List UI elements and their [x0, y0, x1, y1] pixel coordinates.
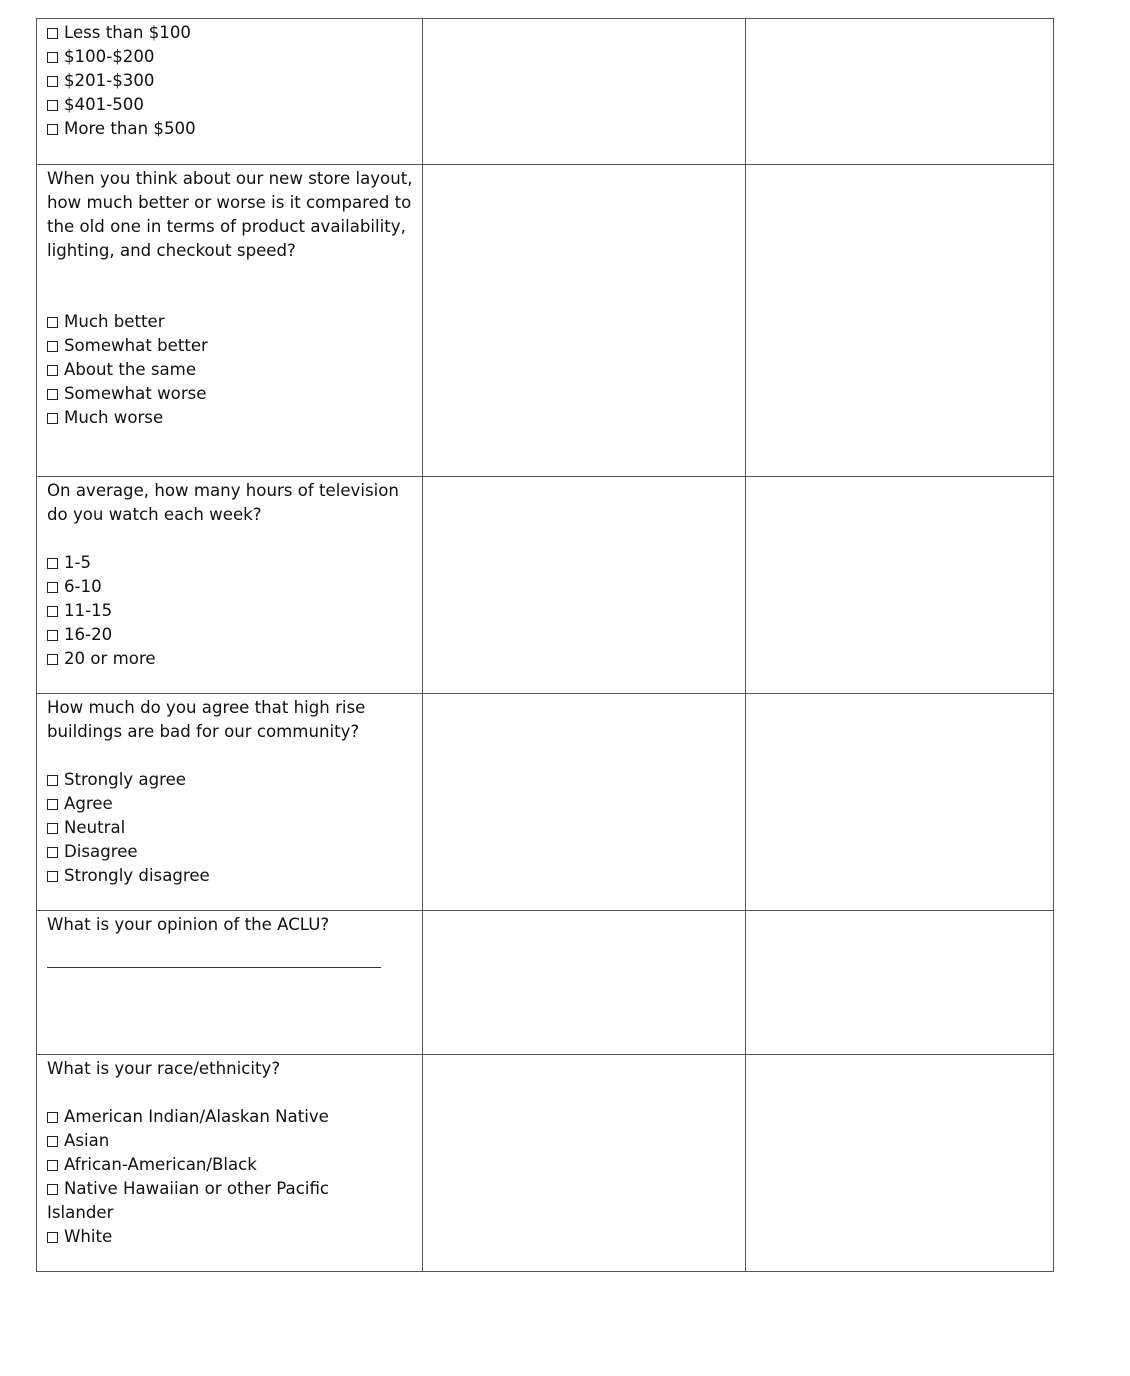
option-11-15[interactable]: 11-15	[47, 599, 414, 623]
checkbox-icon[interactable]	[47, 1232, 58, 1243]
question-cell	[37, 477, 423, 694]
checkbox-icon[interactable]	[47, 606, 58, 617]
checkbox-icon[interactable]	[47, 799, 58, 810]
table-row	[37, 165, 1054, 477]
question-text: What is your opinion of the ACLU?	[47, 915, 330, 934]
notes-cell[interactable]	[746, 911, 1054, 1055]
question-text: When you think about our new store layout, how much better or worse is it compared to the old one in terms of product availability, lighting, and checkout speed?	[47, 169, 413, 260]
checkbox-icon[interactable]	[47, 52, 58, 63]
question-text: What is your race/ethnicity?	[47, 1059, 281, 1078]
option-list	[47, 310, 414, 430]
option-100-200[interactable]: $100-$200	[47, 45, 414, 69]
option-401-500[interactable]: $401-500	[47, 93, 414, 117]
checkbox-icon[interactable]	[47, 413, 58, 424]
question-cell	[37, 694, 423, 911]
response-cell[interactable]	[423, 19, 746, 165]
response-cell[interactable]	[423, 694, 746, 911]
checkbox-icon[interactable]	[47, 76, 58, 87]
checkbox-icon[interactable]	[47, 630, 58, 641]
checkbox-icon[interactable]	[47, 365, 58, 376]
notes-cell[interactable]	[746, 1055, 1054, 1272]
option-much-better[interactable]: Much better	[47, 310, 414, 334]
checkbox-icon[interactable]	[47, 100, 58, 111]
response-cell[interactable]	[423, 165, 746, 477]
question-cell	[37, 911, 423, 1055]
option-much-worse[interactable]: Much worse	[47, 406, 414, 430]
table-row	[37, 911, 1054, 1055]
checkbox-icon[interactable]	[47, 1160, 58, 1171]
option-asian[interactable]: Asian	[47, 1129, 414, 1153]
checkbox-icon[interactable]	[47, 823, 58, 834]
table-row	[37, 19, 1054, 165]
option-somewhat-better[interactable]: Somewhat better	[47, 334, 414, 358]
response-cell[interactable]	[423, 911, 746, 1055]
option-201-300[interactable]: $201-$300	[47, 69, 414, 93]
checkbox-icon[interactable]	[47, 124, 58, 135]
question-cell	[37, 1055, 423, 1272]
option-list	[47, 768, 414, 888]
option-1-5[interactable]: 1-5	[47, 551, 414, 575]
question-text: On average, how many hours of television do you watch each week?	[47, 481, 399, 524]
checkbox-icon[interactable]	[47, 654, 58, 665]
checkbox-icon[interactable]	[47, 847, 58, 858]
question-cell	[37, 165, 423, 477]
checkbox-icon[interactable]	[47, 317, 58, 328]
answer-line[interactable]	[47, 967, 381, 968]
option-african-american-black[interactable]: African-American/Black	[47, 1153, 414, 1177]
option-agree[interactable]: Agree	[47, 792, 414, 816]
option-more-than-500[interactable]: More than $500	[47, 117, 414, 141]
checkbox-icon[interactable]	[47, 871, 58, 882]
option-strongly-agree[interactable]: Strongly agree	[47, 768, 414, 792]
option-list	[47, 21, 414, 141]
option-neutral[interactable]: Neutral	[47, 816, 414, 840]
response-cell[interactable]	[423, 1055, 746, 1272]
question-cell	[37, 19, 423, 165]
checkbox-icon[interactable]	[47, 1184, 58, 1195]
notes-cell[interactable]	[746, 694, 1054, 911]
notes-cell[interactable]	[746, 19, 1054, 165]
option-american-indian-alaskan-native[interactable]: American Indian/Alaskan Native	[47, 1105, 414, 1129]
notes-cell[interactable]	[746, 477, 1054, 694]
checkbox-icon[interactable]	[47, 389, 58, 400]
option-list	[47, 1105, 414, 1249]
option-less-than-100[interactable]: Less than $100	[47, 21, 414, 45]
checkbox-icon[interactable]	[47, 582, 58, 593]
option-6-10[interactable]: 6-10	[47, 575, 414, 599]
checkbox-icon[interactable]	[47, 341, 58, 352]
option-disagree[interactable]: Disagree	[47, 840, 414, 864]
checkbox-icon[interactable]	[47, 1112, 58, 1123]
table-row	[37, 1055, 1054, 1272]
option-about-the-same[interactable]: About the same	[47, 358, 414, 382]
option-strongly-disagree[interactable]: Strongly disagree	[47, 864, 414, 888]
option-16-20[interactable]: 16-20	[47, 623, 414, 647]
survey-table	[36, 18, 1054, 1272]
question-text: How much do you agree that high rise buildings are bad for our community?	[47, 698, 366, 741]
checkbox-icon[interactable]	[47, 558, 58, 569]
option-somewhat-worse[interactable]: Somewhat worse	[47, 382, 414, 406]
option-native-hawaiian-pacific-islander[interactable]: Native Hawaiian or other Pacific Islander	[47, 1179, 330, 1222]
checkbox-icon[interactable]	[47, 1136, 58, 1147]
table-row	[37, 694, 1054, 911]
response-cell[interactable]	[423, 477, 746, 694]
table-row	[37, 477, 1054, 694]
checkbox-icon[interactable]	[47, 775, 58, 786]
notes-cell[interactable]	[746, 165, 1054, 477]
checkbox-icon[interactable]	[47, 28, 58, 39]
option-white[interactable]: White	[47, 1225, 414, 1249]
option-list	[47, 551, 414, 671]
option-20-or-more[interactable]: 20 or more	[47, 647, 414, 671]
